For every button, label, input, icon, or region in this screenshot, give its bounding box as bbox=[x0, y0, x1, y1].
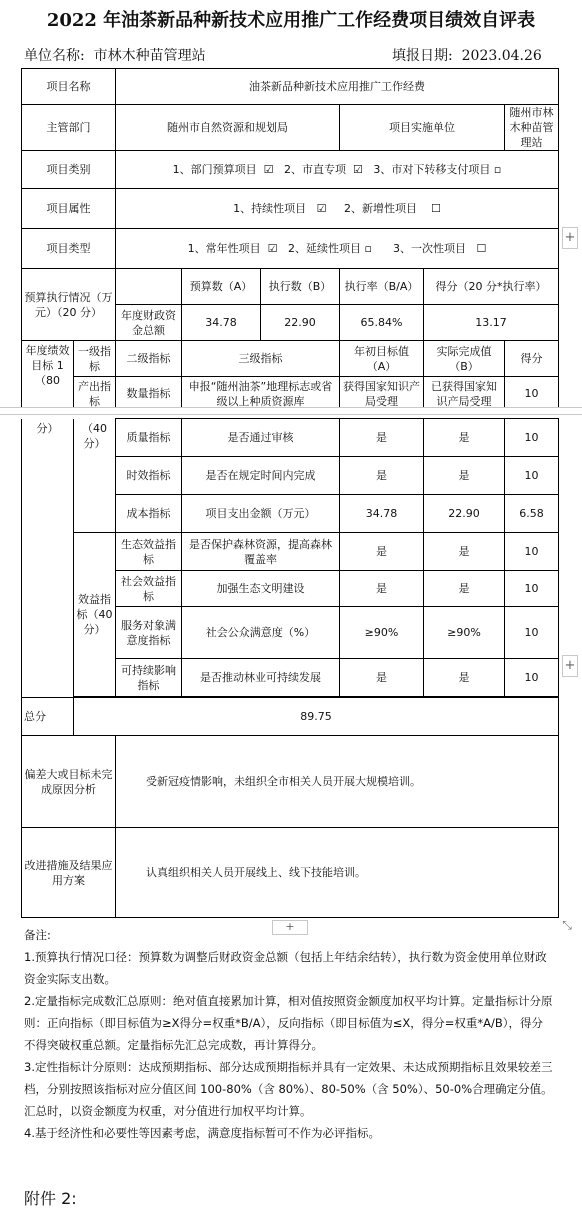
attachment-label: 附件 2: bbox=[24, 1189, 77, 1208]
row-l2: 可持续影响指标 bbox=[116, 659, 182, 697]
row-l3: 是否推动林业可持续发展 bbox=[182, 659, 340, 697]
header-level2: 二级指标 bbox=[116, 341, 182, 377]
row-score: 10 bbox=[505, 457, 559, 495]
budget-header-a: 预算数（A） bbox=[182, 269, 261, 305]
row-target: 是 bbox=[340, 659, 424, 697]
checkbox-checked-icon: ☑ bbox=[353, 163, 363, 176]
notes-heading: 备注: bbox=[24, 928, 51, 942]
total-label: 总分 bbox=[22, 698, 74, 736]
page-break-divider bbox=[0, 407, 582, 415]
header-level1: 一级指标 bbox=[74, 341, 116, 377]
report-date: 填报日期: 2023.04.26 bbox=[392, 48, 542, 64]
row-l2: 时效指标 bbox=[116, 457, 182, 495]
row-l3: 是否保护森林资源，提高森林覆盖率 bbox=[182, 533, 340, 571]
row-actual: 22.90 bbox=[424, 495, 505, 533]
budget-header-rate: 执行率（B/A） bbox=[340, 269, 424, 305]
note-item: 3.定性指标计分原则：达成预期指标、部分达成预期指标并具有一定效果、未达成预期指标且效果较差三档，分别按照该指标对应分值区间 100-80%（含 80%）、80-50%（含 50%）、50-0%合理确定分值。汇总时，以资金额度为权重，对分值进行加权平均计算。 bbox=[24, 1060, 553, 1118]
checkbox-empty-icon: ▫ bbox=[493, 163, 502, 176]
budget-score-value: 13.17 bbox=[424, 305, 559, 341]
row-l2: 质量指标 bbox=[116, 419, 182, 457]
table-resize-icon[interactable]: ⤡ bbox=[562, 918, 572, 932]
benefit-label: 效益指标（40 分） bbox=[74, 533, 116, 697]
checkbox-empty-icon: ▫ bbox=[364, 242, 373, 255]
row-l2: 服务对象满意度指标 bbox=[116, 607, 182, 659]
output-label: 产出指标 bbox=[74, 377, 116, 411]
output-weight: （40 分） bbox=[74, 419, 116, 533]
exec-value: 22.90 bbox=[261, 305, 340, 341]
category-label: 项目类别 bbox=[22, 151, 116, 189]
row-score: 10 bbox=[505, 571, 559, 607]
row-actual: 是 bbox=[424, 571, 505, 607]
row-actual: 已获得国家知识产局受理 bbox=[424, 377, 505, 411]
rate-value: 65.84% bbox=[340, 305, 424, 341]
dept-label: 主管部门 bbox=[22, 105, 116, 151]
budget-row-label: 年度财政资金总额 bbox=[116, 305, 182, 341]
deviation-text: 受新冠疫情影响，未组织全市相关人员开展大规模培训。 bbox=[116, 736, 559, 828]
budget-header-score: 得分（20 分*执行率） bbox=[424, 269, 559, 305]
deviation-label: 偏差大或目标未完成原因分析 bbox=[22, 736, 116, 828]
goal-label: 年度绩效目标 1（80 bbox=[22, 341, 74, 411]
page-title: 2022 年油茶新品种新技术应用推广工作经费项目绩效自评表 bbox=[46, 10, 536, 31]
row-l2: 数量指标 bbox=[116, 377, 182, 411]
checkbox-checked-icon: ☑ bbox=[316, 202, 327, 215]
row-l3: 项目支出金额（万元） bbox=[182, 495, 340, 533]
row-target: 是 bbox=[340, 533, 424, 571]
note-item: 4.基于经济性和必要性等因素考虑，满意度指标暂可不作为必评指标。 bbox=[24, 1126, 380, 1140]
row-target: 是 bbox=[340, 457, 424, 495]
add-row-button[interactable]: + bbox=[562, 655, 578, 677]
row-target: ≥90% bbox=[340, 607, 424, 659]
header-target: 年初目标值（A） bbox=[340, 341, 424, 377]
budget-header-b: 执行数（B） bbox=[261, 269, 340, 305]
row-target: 获得国家知识产局受理 bbox=[340, 377, 424, 411]
type-label: 项目类型 bbox=[22, 229, 116, 269]
row-target: 是 bbox=[340, 571, 424, 607]
add-row-bottom-button[interactable]: + bbox=[272, 920, 308, 935]
goal-label-cont: 分） bbox=[22, 419, 74, 698]
row-l2: 成本指标 bbox=[116, 495, 182, 533]
budget-value: 34.78 bbox=[182, 305, 261, 341]
row-l3: 加强生态文明建设 bbox=[182, 571, 340, 607]
row-target: 是 bbox=[340, 419, 424, 457]
impl-label: 项目实施单位 bbox=[340, 105, 505, 151]
total-value: 89.75 bbox=[74, 698, 559, 736]
checkbox-empty-icon: ☐ bbox=[476, 242, 487, 255]
row-score: 10 bbox=[505, 419, 559, 457]
row-score: 10 bbox=[505, 533, 559, 571]
row-l2: 生态效益指标 bbox=[116, 533, 182, 571]
row-l3: 是否通过审核 bbox=[182, 419, 340, 457]
type-options: 1、常年性项目 ☑ 2、延续性项目 ▫ 3、一次性项目 ☐ bbox=[116, 229, 559, 269]
row-score: 6.58 bbox=[505, 495, 559, 533]
header-actual: 实际完成值（B） bbox=[424, 341, 505, 377]
note-item: 1.预算执行情况口径：预算数为调整后财政资金总额（包括上年结余结转），执行数为资金使用单位财政资金实际支出数。 bbox=[24, 950, 547, 986]
attr-options: 1、持续性项目 ☑ 2、新增性项目 ☐ bbox=[116, 189, 559, 229]
evaluation-table-bottom bbox=[21, 418, 559, 918]
unit-name: 单位名称: 市林木种苗管理站 bbox=[24, 48, 206, 64]
row-target: 34.78 bbox=[340, 495, 424, 533]
improve-text: 认真组织相关人员开展线上、线下技能培训。 bbox=[116, 828, 559, 918]
row-l3: 社会公众满意度（%） bbox=[182, 607, 340, 659]
row-actual: 是 bbox=[424, 419, 505, 457]
impl-value: 随州市林木种苗管理站 bbox=[505, 105, 559, 151]
dept-value: 随州市自然资源和规划局 bbox=[116, 105, 340, 151]
add-row-button[interactable]: + bbox=[562, 227, 578, 249]
checkbox-checked-icon: ☑ bbox=[267, 242, 278, 255]
improve-label: 改进措施及结果应用方案 bbox=[22, 828, 116, 918]
row-score: 10 bbox=[505, 607, 559, 659]
row-actual: 是 bbox=[424, 533, 505, 571]
header-score: 得分 bbox=[505, 341, 559, 377]
project-name-label: 项目名称 bbox=[22, 69, 116, 105]
evaluation-table-top bbox=[21, 68, 559, 411]
checkbox-empty-icon: ☐ bbox=[431, 202, 441, 215]
row-actual: 是 bbox=[424, 457, 505, 495]
row-score: 10 bbox=[505, 377, 559, 411]
category-options: 1、部门预算项目 ☑ 2、市直专项 ☑ 3、市对下转移支付项目 ▫ bbox=[116, 151, 559, 189]
header-level3: 三级指标 bbox=[182, 341, 340, 377]
note-item: 2.定量指标完成数汇总原则：绝对值直接累加计算，相对值按照资金额度加权平均计算。定量指标计分原则：正向指标（即目标值为≥X得分=权重*B/A），反向指标（即目标值为≤X，得分=权重*A/B），得分不得突破权重总额。定量指标先汇总完成数，再计算得分。 bbox=[24, 994, 553, 1052]
row-l3: 申报“随州油茶”地理标志或省级以上种质资源库 bbox=[182, 377, 340, 411]
budget-label: 预算执行情况（万元）（20 分） bbox=[22, 269, 116, 341]
row-l2: 社会效益指标 bbox=[116, 571, 182, 607]
row-score: 10 bbox=[505, 659, 559, 697]
row-l3: 是否在规定时间内完成 bbox=[182, 457, 340, 495]
row-actual: ≥90% bbox=[424, 607, 505, 659]
notes-section bbox=[24, 924, 554, 1144]
attr-label: 项目属性 bbox=[22, 189, 116, 229]
project-name-value: 油茶新品种新技术应用推广工作经费 bbox=[116, 69, 559, 105]
row-actual: 是 bbox=[424, 659, 505, 697]
checkbox-checked-icon: ☑ bbox=[263, 163, 274, 176]
